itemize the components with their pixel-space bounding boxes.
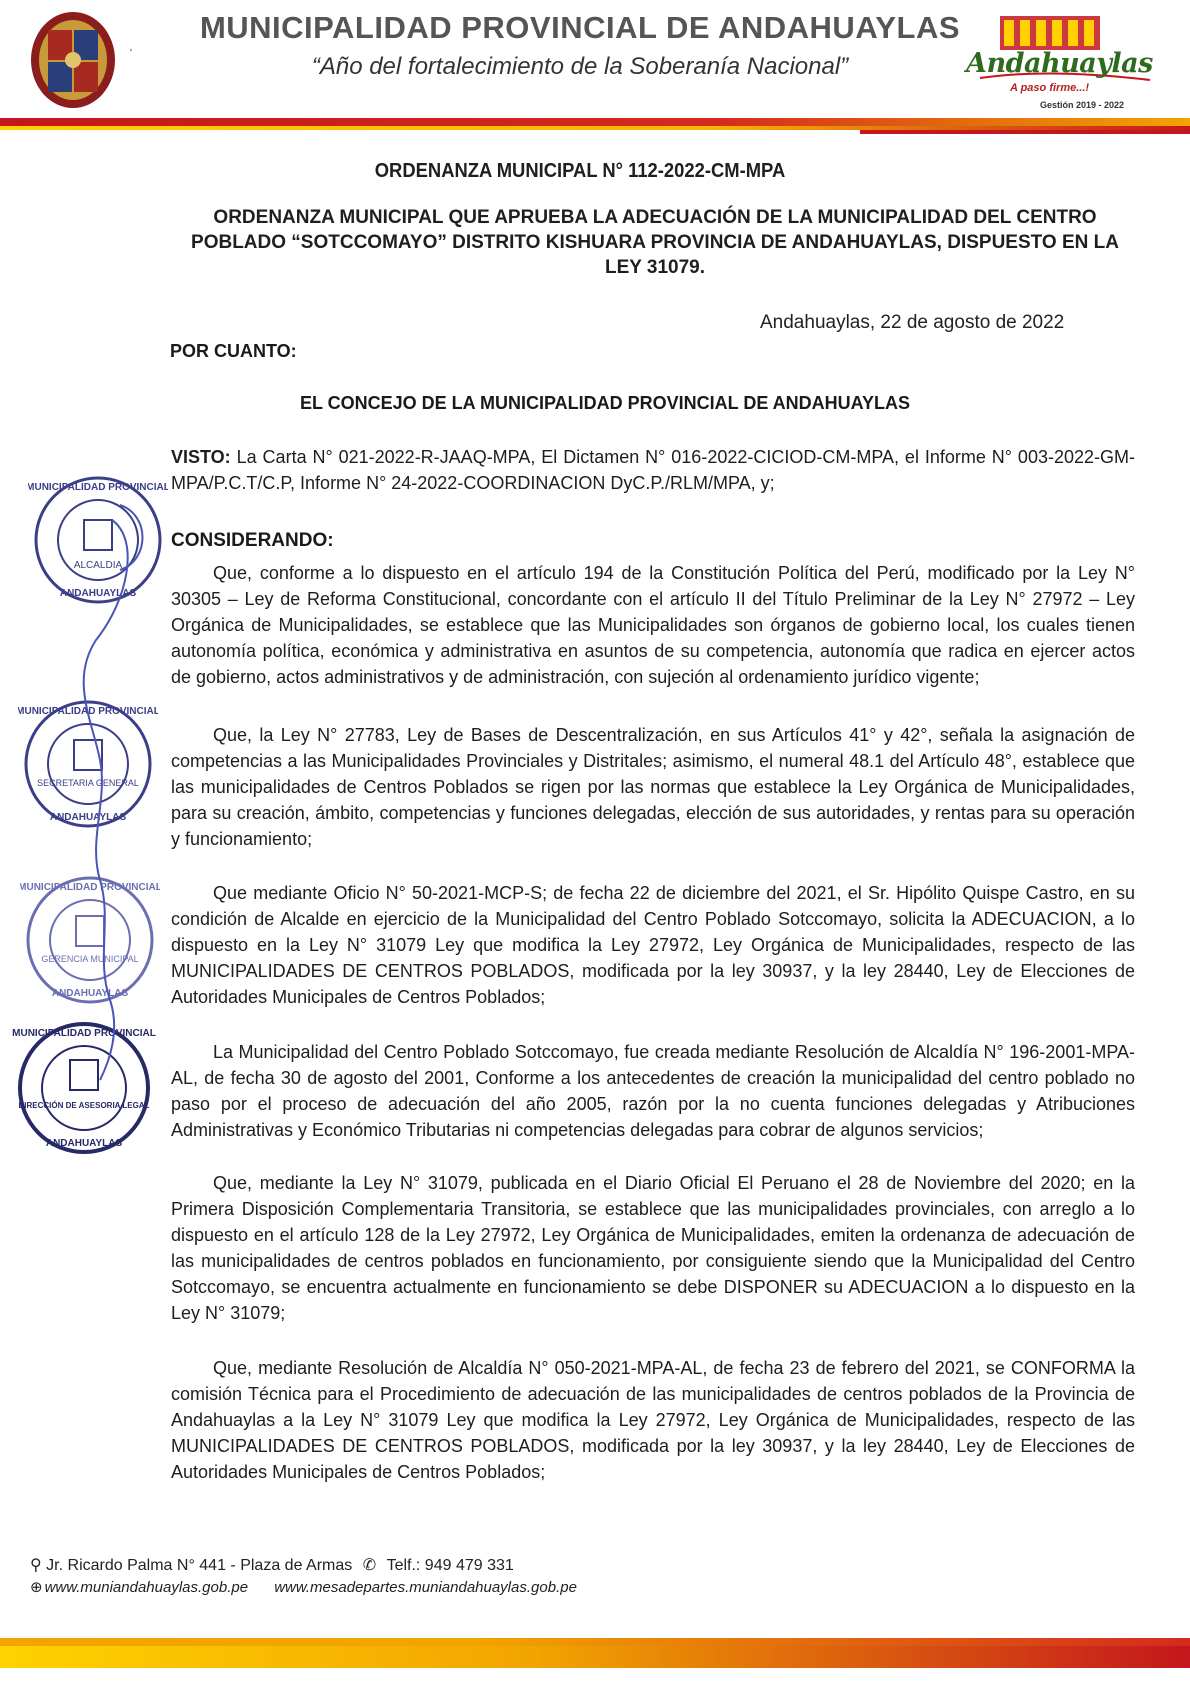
- footer-web-2[interactable]: www.mesadepartes.muniandahuaylas.gob.pe: [274, 1579, 577, 1596]
- seal-gerencia: [20, 870, 160, 1015]
- seal-secretaria: [18, 694, 158, 839]
- seal-asesoria-legal: [12, 1016, 157, 1166]
- seal-center-text: GERENCIA MUNICIPAL: [41, 954, 139, 964]
- visto-text: La Carta N° 021-2022-R-JAAQ-MPA, El Dictamen N° 016-2022-CICIOD-CM-MPA, el Informe N° 003-2022-GM-MPA/P.C.T/C.P, Informe N° 24-2022-COORDINACION DyC.P./RLM/MPA, y;: [171, 447, 1135, 493]
- footer-address: Jr. Ricardo Palma N° 441 - Plaza de Armas: [46, 1557, 353, 1574]
- seal-ring-bottom: ANDAHUAYLAS: [51, 988, 129, 999]
- ordinance-subtitle: ORDENANZA MUNICIPAL QUE APRUEBA LA ADECUACIÓN DE LA MUNICIPALIDAD DEL CENTRO POBLADO “SOTCCOMAYO” DISTRITO KISHUARA PROVINCIA DE ANDAHUAYLAS, DISPUESTO EN LA LEY 31079.: [191, 207, 1119, 278]
- municipal-crest: [18, 8, 148, 113]
- globe-icon: ⊕: [30, 1579, 43, 1596]
- paragraph-1: Que, conforme a lo dispuesto en el artículo 194 de la Constitución Política del Perú, modificado por la Ley N° 30305 – Ley de Reforma Constitucional, concordante con el artículo II del Título Preliminar de la Ley N° 27972 – Ley Orgánica de Municipalidades, se establece que las Municipalidades son órganos de gobierno local, los cuales tienen autonomía política, económica y administrativa en asuntos de su competencia, autonomía que radica en ejercer actos de gobierno, actos administrativos y de administración, con sujeción al ordenamiento jurídico vigente;: [171, 563, 1135, 687]
- concejo-heading: EL CONCEJO DE LA MUNICIPALIDAD PROVINCIAL DE ANDAHUAYLAS: [299, 393, 911, 413]
- svg-text:': ': [130, 48, 132, 59]
- por-cuanto-heading: POR CUANTO:: [170, 341, 297, 361]
- considerando-heading: CONSIDERANDO:: [171, 530, 334, 551]
- footer-web-line: [30, 1578, 599, 1596]
- paragraph-2: Que, la Ley N° 27783, Ley de Bases de Descentralización, en sus Artículos 41° y 42°, señala la asignación de competencias a las Municipalidades Provinciales y Distritales; asimismo, el numeral 48.1 del Artículo 48°, establece que las municipalidades de Centros Poblados se rigen por las normas que establece la Ley Orgánica de Municipalidades, para su creación, ámbito, competencias y funciones delegadas, elección de sus autoridades, y rentas para su operación y funcionamiento;: [171, 725, 1135, 849]
- seal-ring-top: MUNICIPALIDAD PROVINCIAL: [28, 482, 168, 493]
- header-motto: “Año del fortalecimiento de la Soberanía Nacional”: [311, 53, 849, 80]
- footer-web-1[interactable]: www.muniandahuaylas.gob.pe: [44, 1579, 249, 1596]
- location-pin-icon: ⚲: [30, 1557, 42, 1574]
- logo-slogan: A paso firme...!: [1010, 82, 1090, 94]
- header-title: MUNICIPALIDAD PROVINCIAL DE ANDAHUAYLAS: [199, 10, 961, 45]
- footer-band-gradient: [0, 1646, 1190, 1668]
- footer-address-line: [30, 1555, 514, 1575]
- ordinance-title: ORDENANZA MUNICIPAL N° 112-2022-CM-MPA: [374, 160, 786, 182]
- footer-band-orange: [0, 1638, 1190, 1646]
- seal-ring-bottom: ANDAHUAYLAS: [49, 812, 127, 823]
- paragraph-5: Que, mediante la Ley N° 31079, publicada en el Diario Oficial El Peruano el 28 de Noviembre del 2020; en la Primera Disposición Complementaria Transitoria, se establece que las municipalidades provinciales, con arreglo a lo dispuesto en el artículo 128 de la Ley 27972, Ley Orgánica de Municipalidades, emiten la ordenanza de adecuación de las municipalidades de centros poblados en funcionamiento, por consiguiente siendo que la Municipalidad del Centro Sotccomayo, se encuentra actualmente en funcionamiento se debe DISPONER su ADECUACION a lo dispuesto en la Ley N° 31079;: [171, 1173, 1135, 1323]
- footer-phone: Telf.: 949 479 331: [386, 1557, 514, 1574]
- seal-center-text: ALCALDIA: [73, 560, 123, 571]
- seal-center-text: DIRECCIÓN DE ASESORIA LEGAL: [18, 1101, 150, 1110]
- visto-label: VISTO:: [171, 447, 231, 467]
- seal-ring-top: MUNICIPALIDAD PROVINCIAL: [12, 1028, 156, 1039]
- header-band-accent: [860, 130, 1190, 134]
- seal-ring-top: MUNICIPALIDAD PROVINCIAL: [18, 706, 158, 717]
- document-date: Andahuaylas, 22 de agosto de 2022: [760, 312, 1065, 333]
- seal-ring-top: MUNICIPALIDAD PROVINCIAL: [20, 882, 160, 893]
- header-band-red: [0, 118, 1190, 126]
- seal-ring-bottom: ANDAHUAYLAS: [59, 588, 137, 599]
- paragraph-4: La Municipalidad del Centro Poblado Sotccomayo, fue creada mediante Resolución de Alcaldía N° 196-2001-MPA-AL, de fecha 30 de agosto del 2001, Conforme a los antecedentes de creación la municipalidad del centro poblado no paso por el proceso de adecuación del año 2005, razón por la no cuenta funciones delegadas y Atribuciones Administrativas y Económico Tributarias ni competencias delegadas para cobrar de algunos servicios;: [171, 1042, 1135, 1140]
- seal-center-text: SECRETARIA GENERAL: [37, 778, 139, 788]
- logo-gestion: Gestión 2019 - 2022: [1040, 100, 1125, 110]
- paragraph-3: Que mediante Oficio N° 50-2021-MCP-S; de fecha 22 de diciembre del 2021, el Sr. Hipólito Quispe Castro, en su condición de Alcalde en ejercicio de la Municipalidad del Centro Poblado Sotccomayo, solicita la ADECUACION, a lo dispuesto en la Ley N° 31079 Ley que modifica la Ley 27972, Ley Orgánica de Municipalidades, respecto de las MUNICIPALIDADES DE CENTROS POBLADOS, modificada por la ley 30937, y la ley 28440, Ley de Elecciones de Autoridades Municipales de Centros Poblados;: [171, 883, 1135, 1007]
- visto-paragraph: [171, 444, 1135, 496]
- logo-name: Andahuaylas: [966, 48, 1153, 79]
- phone-icon: ✆: [362, 1557, 377, 1574]
- paragraph-6: Que, mediante Resolución de Alcaldía N° 050-2021-MPA-AL, de fecha 23 de febrero del 2021, se CONFORMA la comisión Técnica para el Procedimiento de adecuación de las municipalidades de centros poblados de la Provincia de Andahuaylas a la Ley N° 31079 Ley que modifica la Ley 27972, Ley Orgánica de Municipalidades, respecto de las MUNICIPALIDADES DE CENTROS POBLADOS, modificada por la ley 30937, y la ley 28440, Ley de Elecciones de Autoridades Municipales de Centros Poblados;: [171, 1358, 1135, 1482]
- seal-ring-bottom: ANDAHUAYLAS: [45, 1138, 123, 1149]
- andahuaylas-logo: [960, 8, 1160, 113]
- seal-alcaldia: [28, 470, 168, 615]
